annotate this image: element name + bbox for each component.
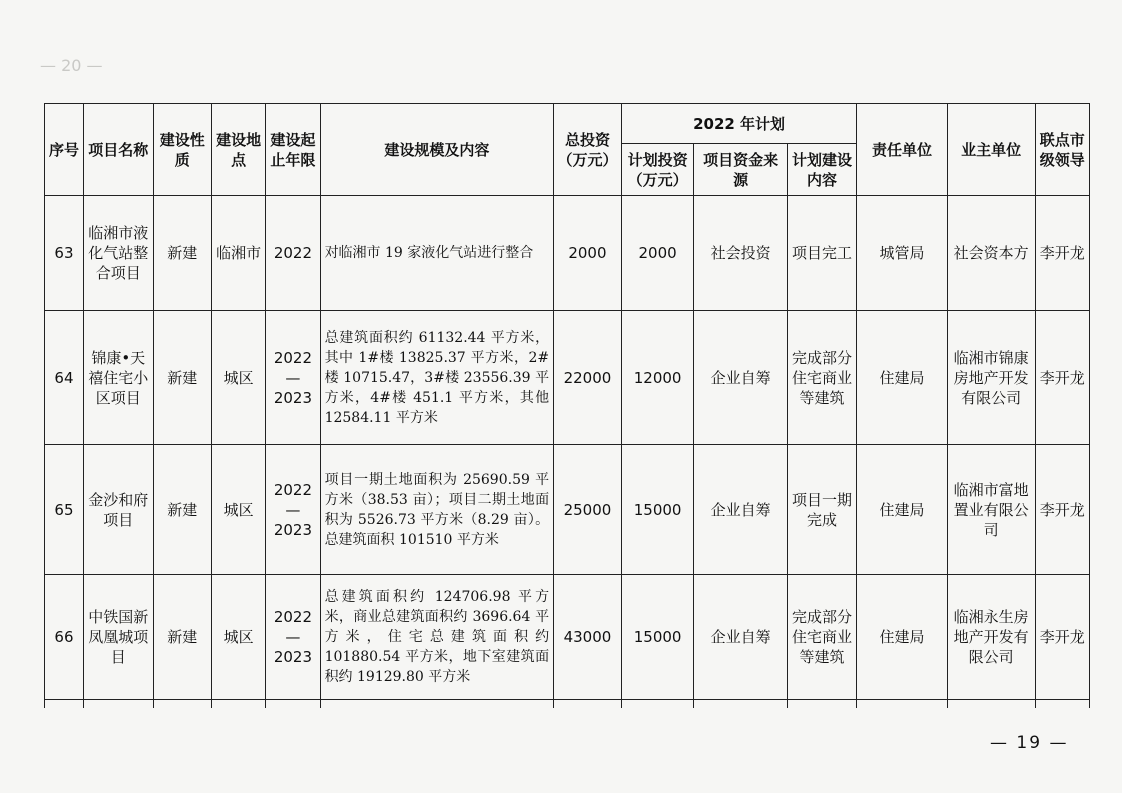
header-plan-2022: 2022 年计划: [621, 104, 857, 144]
cell-total-investment: 25000: [554, 445, 622, 575]
continuation-cell: [694, 700, 787, 709]
cell-planned-investment: 15000: [621, 575, 694, 700]
cell-seq: 66: [45, 575, 84, 700]
cell-project-name: 金沙和府项目: [83, 445, 153, 575]
header-owner-unit: 业主单位: [947, 104, 1035, 196]
header-period: 建设起止年限: [266, 104, 320, 196]
cell-planned-content: 完成部分住宅商业等建筑: [787, 311, 857, 445]
cell-location: 城区: [211, 575, 265, 700]
cell-period: 2022—2023: [266, 311, 320, 445]
cell-owner-unit: 社会资本方: [947, 196, 1035, 311]
cell-total-investment: 2000: [554, 196, 622, 311]
table-row: [45, 311, 1090, 445]
cell-construction-type: 新建: [153, 575, 211, 700]
cell-seq: 64: [45, 311, 84, 445]
cell-scope: 项目一期土地面积为 25690.59 平方米（38.53 亩）；项目二期土地面积为 5526.73 平方米（8.29 亩）。总建筑面积 101510 平方米: [320, 445, 554, 575]
cell-planned-content: 完成部分住宅商业等建筑: [787, 575, 857, 700]
continuation-cell: [266, 700, 320, 709]
cell-scope: 总建筑面积约 124706.98 平方米，商业总建筑面积约 3696.64 平方米，住宅总建筑面积约 101880.54 平方米，地下室建筑面积约 19129.80 平方米: [320, 575, 554, 700]
header-seq: 序号: [45, 104, 84, 196]
cell-responsible-unit: 住建局: [857, 445, 947, 575]
cell-owner-unit: 临湘市锦康房地产开发有限公司: [947, 311, 1035, 445]
cell-planned-investment: 2000: [621, 196, 694, 311]
continuation-cell: [153, 700, 211, 709]
cell-scope: 总建筑面积约 61132.44 平方米，其中 1#楼 13825.37 平方米，2#楼 10715.47，3#楼 23556.39 平方米，4#楼 451.1 平方米，其他 12584.11 平方米: [320, 311, 554, 445]
cell-fund-source: 社会投资: [694, 196, 787, 311]
header-fund-source: 项目资金来源: [694, 144, 787, 196]
cell-planned-content: 项目完工: [787, 196, 857, 311]
table-row: [45, 445, 1090, 575]
cell-seq: 63: [45, 196, 84, 311]
continuation-cell: [211, 700, 265, 709]
continuation-cell: [621, 700, 694, 709]
header-scope: 建设规模及内容: [320, 104, 554, 196]
cell-responsible-unit: 住建局: [857, 311, 947, 445]
cell-total-investment: 43000: [554, 575, 622, 700]
cell-city-leader: 李开龙: [1035, 575, 1089, 700]
cell-period: 2022—2023: [266, 575, 320, 700]
ghost-page-number: — 20 —: [40, 56, 103, 75]
cell-planned-investment: 12000: [621, 311, 694, 445]
cell-seq: 65: [45, 445, 84, 575]
cell-responsible-unit: 城管局: [857, 196, 947, 311]
cell-total-investment: 22000: [554, 311, 622, 445]
cell-construction-type: 新建: [153, 196, 211, 311]
cell-project-name: 锦康•天禧住宅小区项目: [83, 311, 153, 445]
cell-fund-source: 企业自筹: [694, 311, 787, 445]
header-planned-content: 计划建设内容: [787, 144, 857, 196]
continuation-cell: [857, 700, 947, 709]
table-row: [45, 575, 1090, 700]
cell-planned-content: 项目一期完成: [787, 445, 857, 575]
cell-project-name: 中铁国新凤凰城项目: [83, 575, 153, 700]
continuation-cell: [1035, 700, 1089, 709]
header-total-investment: 总投资（万元）: [554, 104, 622, 196]
header-city-leader: 联点市级领导: [1035, 104, 1089, 196]
cell-owner-unit: 临湘市富地置业有限公司: [947, 445, 1035, 575]
continuation-cell: [320, 700, 554, 709]
cell-project-name: 临湘市液化气站整合项目: [83, 196, 153, 311]
header-planned-investment: 计划投资（万元）: [621, 144, 694, 196]
cell-period: 2022—2023: [266, 445, 320, 575]
continuation-cell: [947, 700, 1035, 709]
header-row-top: [45, 104, 1090, 144]
header-location: 建设地点: [211, 104, 265, 196]
cell-owner-unit: 临湘永生房地产开发有限公司: [947, 575, 1035, 700]
cell-city-leader: 李开龙: [1035, 445, 1089, 575]
continuation-cell: [45, 700, 84, 709]
cell-location: 城区: [211, 311, 265, 445]
project-table-container: [44, 103, 1090, 708]
table-row: [45, 196, 1090, 311]
page-number: — 19 —: [990, 733, 1069, 753]
header-responsible-unit: 责任单位: [857, 104, 947, 196]
cell-responsible-unit: 住建局: [857, 575, 947, 700]
header-project-name: 项目名称: [83, 104, 153, 196]
continuation-cell: [83, 700, 153, 709]
cell-city-leader: 李开龙: [1035, 196, 1089, 311]
continuation-cell: [554, 700, 622, 709]
table-continuation-row: [45, 700, 1090, 709]
cell-construction-type: 新建: [153, 445, 211, 575]
cell-location: 临湘市: [211, 196, 265, 311]
project-table: [44, 103, 1090, 708]
cell-period: 2022: [266, 196, 320, 311]
cell-fund-source: 企业自筹: [694, 575, 787, 700]
cell-location: 城区: [211, 445, 265, 575]
cell-construction-type: 新建: [153, 311, 211, 445]
cell-scope: 对临湘市 19 家液化气站进行整合: [320, 196, 554, 311]
cell-planned-investment: 15000: [621, 445, 694, 575]
header-construction-type: 建设性质: [153, 104, 211, 196]
cell-fund-source: 企业自筹: [694, 445, 787, 575]
cell-city-leader: 李开龙: [1035, 311, 1089, 445]
continuation-cell: [787, 700, 857, 709]
